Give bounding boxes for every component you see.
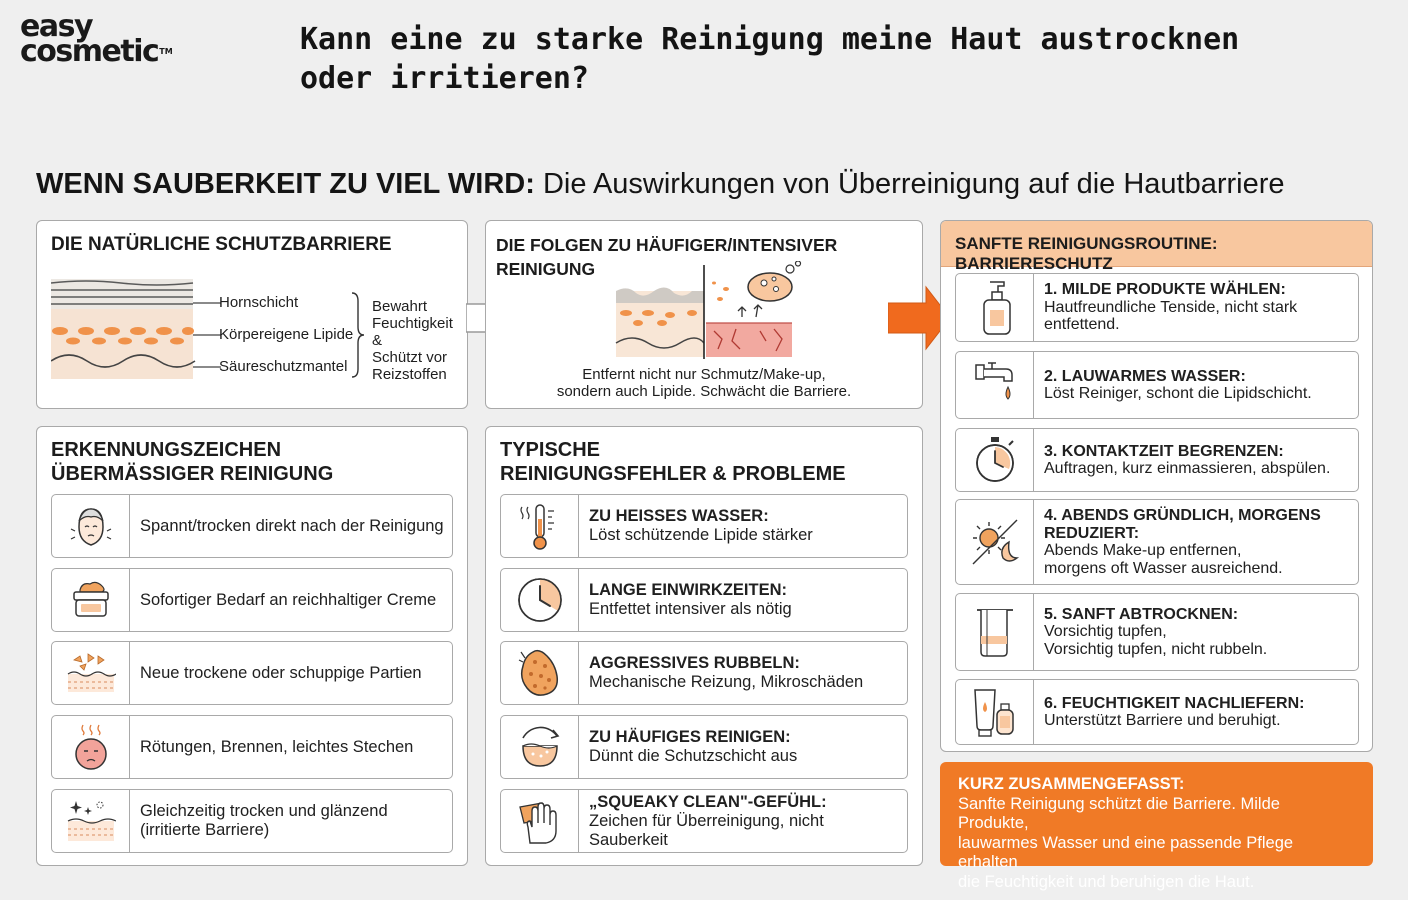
barrier-title: DIE NATÜRLICHE SCHUTZBARRIERE (51, 234, 392, 255)
page-question: Kann eine zu starke Reinigung meine Haut austrocknen oder irritieren? (300, 22, 1240, 96)
layer-label-saeureschutz: Säureschutzmantel (219, 358, 348, 375)
sign-text: Sofortiger Bedarf an reichhaltiger Creme (140, 590, 437, 609)
red-face-icon (71, 723, 111, 771)
mistakes-title: TYPISCHE REINIGUNGSFEHLER & PROBLEME (500, 439, 846, 485)
mistake-card (500, 641, 908, 705)
sign-card (51, 494, 453, 558)
step-title: 1. MILDE PRODUKTE WÄHLEN: (1044, 281, 1286, 299)
step-title: 2. LAUWARMES WASSER: (1044, 367, 1246, 385)
mistake-card (500, 494, 908, 558)
routine-title: SANFTE REINIGUNGSROUTINE: BARRIERESCHUTZ (955, 234, 1218, 273)
summary-line: die Feuchtigkeit und beruhigen die Haut. (958, 872, 1255, 891)
step-title: 3. KONTAKTZEIT BEGRENZEN: (1044, 442, 1284, 460)
step-title: 5. SANFT ABTROCKNEN: (1044, 605, 1239, 623)
mistake-desc: Entfettet intensiver als nötig (589, 600, 792, 618)
damaged-skin-illustration (614, 261, 804, 361)
mistake-desc: Mechanische Reizung, Mikroschäden (589, 673, 864, 691)
sign-text: Neue trockene oder schuppige Partien (140, 663, 422, 682)
summary-line: Sanfte Reinigung schützt die Barriere. Milde Produkte, (958, 794, 1280, 832)
wiping-hand-icon (516, 797, 564, 845)
mistake-desc: Löst schützende Lipide stärker (589, 526, 813, 544)
sign-card (51, 715, 453, 779)
towel-icon (973, 604, 1017, 660)
sponge-icon (517, 648, 563, 698)
page-headline (36, 168, 1285, 201)
headline-bold: WENN SAUBERKEIT ZU VIEL WIRD: (36, 168, 535, 200)
step-title: 6. FEUCHTIGKEIT NACHLIEFERN: (1044, 694, 1305, 712)
skin-layers-illustration (51, 279, 197, 379)
mistake-title: AGGRESSIVES RUBBELN: (589, 654, 800, 672)
barrier-function-text: Bewahrt Feuchtigkeit & Schützt vor Reizstoffen (372, 298, 453, 383)
flaky-skin-icon (66, 652, 116, 694)
headline-rest: Die Auswirkungen von Überreinigung auf die Hautbarriere (542, 168, 1285, 200)
routine-step (955, 273, 1359, 342)
moisturizer-icon (969, 686, 1021, 738)
mistake-card (500, 715, 908, 779)
step-desc: Vorsichtig tupfen, nicht rubbeln. (1044, 640, 1268, 658)
routine-step (955, 499, 1359, 585)
step-desc: Auftragen, kurz einmassieren, abspülen. (1044, 460, 1331, 477)
sign-text: Spannt/trocken direkt nach der Reinigung (140, 516, 444, 535)
routine-panel (940, 220, 1373, 752)
sign-card (51, 568, 453, 632)
mistake-card (500, 568, 908, 632)
consequences-title: DIE FOLGEN ZU HÄUFIGER/INTENSIVER REINIGUNG (496, 235, 838, 279)
summary-title: KURZ ZUSAMMENGEFASST: (958, 775, 1185, 793)
step-desc: entfettend. (1044, 316, 1120, 334)
thermometer-icon (520, 501, 560, 551)
step-desc: Löst Reiniger, schont die Lipidschicht. (1044, 385, 1312, 402)
routine-header (941, 221, 1372, 273)
mistake-desc: Zeichen für Überreinigung, nicht Sauberkeit (589, 811, 824, 849)
brace-icon (350, 291, 366, 379)
layer-label-lipide: Körpereigene Lipide (219, 326, 354, 343)
mistake-title: ZU HÄUFIGES REINIGEN: (589, 728, 791, 746)
barrier-panel (36, 220, 468, 409)
stopwatch-icon (973, 435, 1017, 485)
sign-text: (irritierte Barriere) (140, 821, 270, 839)
signs-panel (36, 426, 468, 866)
step-desc: Vorsichtig tupfen, (1044, 623, 1167, 641)
sun-moon-icon (969, 516, 1021, 568)
mistake-desc: Dünnt die Schutzschicht aus (589, 747, 798, 765)
routine-step (955, 351, 1359, 419)
step-title: 4. ABENDS GRÜNDLICH, MORGENS REDUZIERT: (1044, 507, 1321, 542)
sign-text: Rötungen, Brennen, leichtes Stechen (140, 737, 414, 756)
mistake-title: LANGE EINWIRKZEITEN: (589, 581, 787, 599)
cycle-bowl-icon (515, 722, 565, 772)
step-desc: Hautfreundliche Tenside, nicht stark (1044, 298, 1298, 316)
sign-card (51, 641, 453, 705)
clock-icon (516, 576, 564, 624)
mistake-title: ZU HEISSES WASSER: (589, 507, 769, 525)
step-desc: Unterstützt Barriere und beruhigt. (1044, 712, 1281, 729)
sign-text: Gleichzeitig trocken und glänzend (140, 802, 388, 820)
faucet-icon (972, 357, 1018, 413)
brand-line-2: cosmetic™ (20, 34, 173, 69)
summary-box (940, 762, 1373, 891)
consequences-panel (485, 220, 923, 409)
mistake-title: „SQUEAKY CLEAN"-GEFÜHL: (589, 792, 827, 811)
routine-step (955, 679, 1359, 745)
pump-bottle-icon (978, 280, 1012, 336)
step-desc: morgens oft Wasser ausreichend. (1044, 559, 1283, 577)
brand-logo (20, 9, 173, 69)
routine-step (955, 593, 1359, 671)
brand-line-1: easy (20, 9, 93, 44)
mistake-card (500, 789, 908, 853)
summary-line: lauwarmes Wasser und eine passende Pflege erhalten (958, 833, 1294, 871)
layer-label-hornschicht: Hornschicht (219, 294, 299, 311)
sign-card (51, 789, 453, 853)
face-icon (69, 503, 113, 549)
trademark: TM (159, 47, 173, 56)
routine-step (955, 428, 1359, 492)
signs-title: ERKENNUNGSZEICHEN ÜBERMÄSSIGER REINIGUNG (51, 439, 334, 485)
consequences-caption: Entfernt nicht nur Schmutz/Make-up, sondern auch Lipide. Schwächt die Barriere. (556, 366, 852, 400)
mistakes-panel (485, 426, 923, 866)
step-desc: Abends Make-up entfernen, (1044, 542, 1242, 559)
sparkle-skin-icon (66, 799, 116, 843)
cream-jar-icon (70, 580, 112, 620)
